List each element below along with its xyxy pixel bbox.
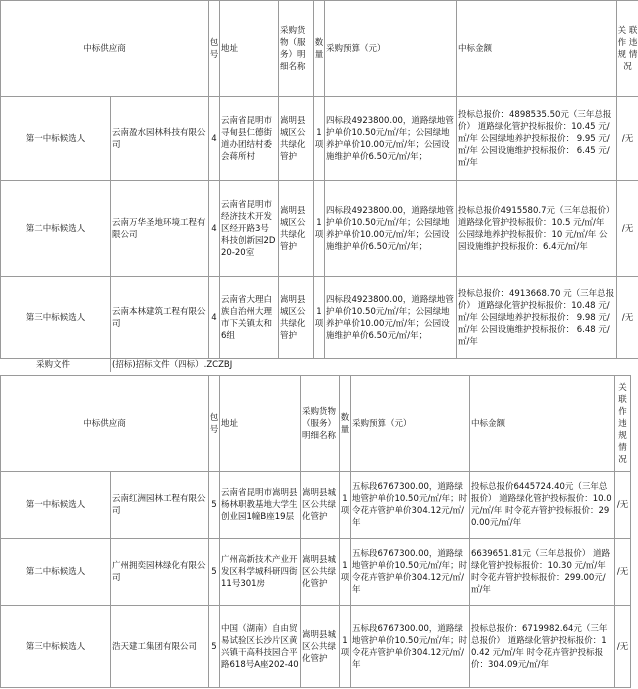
supplier-name: 云南红洲园林工程有限公司 — [111, 472, 209, 539]
supplier-address: 广州高新技术产业开发区科学城科研四街11号301房 — [220, 539, 301, 606]
goods-name: 嵩明县城区公共绿化管护 — [279, 181, 314, 277]
header-amount: 中标金额 — [457, 1, 617, 97]
header-supplier: 中标供应商 — [1, 1, 209, 97]
bid-amount: 投标总报价6445724.40元（三年总报价） 道路绿化管护投标报价：10.0元/㎡/年 时令花卉管护投标报价：290.00元/㎡/年 — [470, 472, 615, 539]
header-violation: 关 联 作 违 规 情 况 — [617, 1, 638, 97]
bid-amount: 6639651.81元（三年总报价） 道路绿化管护投标报价：10.30 元/㎡/年 时令花卉管护投标报价：299.00元/㎡/年 — [470, 539, 615, 606]
header-address: 地址 — [220, 1, 279, 97]
header-qty: 数量 — [340, 376, 351, 472]
header-goods: 采购货物（服务）明细名称 — [301, 376, 340, 472]
procurement-budget: 五标段6767300.00，道路绿地管护单价10.50元/㎡/年；时令花卉管护单价304.12元/㎡/年 — [351, 606, 470, 688]
procurement-budget: 四标段4923800.00，道路绿地管护单价10.50元/㎡/年；公园绿地养护单价10.00元/㎡/年；公园设施维护单价6.50元/㎡/年； — [325, 97, 457, 181]
header-address: 地址 — [220, 376, 301, 472]
goods-name: 嵩明县城区公共绿化管护 — [279, 277, 314, 359]
table-row — [1, 97, 638, 181]
supplier-address: 云南省昆明市嵩明县杨林职教基地大学生创业园1幢B座19层 — [220, 472, 301, 539]
supplier-address: 中国（湖南）自由贸易试验区长沙片区黄兴镇干高科技园合平路618号A座202-40 — [220, 606, 301, 688]
header-pkg: 包号 — [209, 1, 220, 97]
violation-status: /无 — [617, 97, 638, 181]
package-number: 5 — [209, 606, 220, 688]
violation-status: /无 — [615, 606, 631, 688]
bid-amount: 投标总报价：4898535.50元（三年总报价） 道路绿化管护投标报价：10.45 元/㎡/年 公园绿地养护投标报价： 9.95 元/㎡/年 公园设施维护投标报价： 6.45 元/㎡/年 — [457, 97, 617, 181]
table-row — [1, 181, 638, 277]
procurement-budget: 四标段4923800.00，道路绿地管护单价10.50元/㎡/年；公园绿地养护单价10.00元/㎡/年；公园设施维护单价6.50元/㎡/年； — [325, 181, 457, 277]
goods-name: 嵩明县城区公共绿化管护 — [301, 606, 340, 688]
supplier-address: 云南省大理白族自治州大理市下关镇太和6组 — [220, 277, 279, 359]
candidate-rank: 第一中标候选人 — [1, 472, 111, 539]
candidate-rank: 第一中标候选人 — [1, 97, 111, 181]
candidates-table-section2 — [0, 375, 631, 688]
procurement-budget: 四标段4923800.00，道路绿地管护单价10.50元/㎡/年；公园绿地养护单价10.00元/㎡/年；公园设施维护单价6.50元/㎡/年； — [325, 277, 457, 359]
header-goods: 采购货物（服务）明细名称 — [279, 1, 314, 97]
package-number: 4 — [209, 97, 220, 181]
header-amount: 中标金额 — [470, 376, 615, 472]
violation-status: /无 — [617, 277, 638, 359]
goods-name: 嵩明县城区公共绿化管护 — [301, 472, 340, 539]
supplier-name: 浩天建工集团有限公司 — [111, 606, 209, 688]
header-budget: 采购预算（元） — [351, 376, 470, 472]
table-row — [1, 606, 631, 688]
header-pkg: 包号 — [209, 376, 220, 472]
package-number: 4 — [209, 277, 220, 359]
header-budget: 采购预算（元） — [325, 1, 457, 97]
procurement-budget: 五标段6767300.00，道路绿地管护单价10.50元/㎡/年；时令花卉管护单价304.12元/㎡/年 — [351, 472, 470, 539]
quantity: 1项 — [340, 539, 351, 606]
table-row — [1, 472, 631, 539]
violation-status: /无 — [615, 472, 631, 539]
quantity: 1项 — [314, 97, 325, 181]
goods-name: 嵩明县城区公共绿化管护 — [301, 539, 340, 606]
procurement-file-link[interactable]: (招标)招标文件（四标）.ZCZBJ — [112, 360, 233, 370]
quantity: 1项 — [340, 606, 351, 688]
candidate-rank: 第三中标候选人 — [1, 277, 111, 359]
quantity: 1项 — [314, 181, 325, 277]
bid-amount: 投标总报价：6719982.64元（三年总报价） 道路绿化管护投标报价：10.42 元/㎡/年 时令花卉管护投标报价：304.09元/㎡/年 — [470, 606, 615, 688]
divider — [110, 358, 111, 372]
header-supplier: 中标供应商 — [1, 376, 209, 472]
bid-amount: 投标总报价4915580.7元（三年总报价） 道路绿化管护投标报价：10.5 元/㎡/年 公园绿地养护投标报价：10 元/㎡/年 公园设施维护投标报价：6.4元/㎡/年 — [457, 181, 617, 277]
goods-name: 嵩明县城区公共绿化管护 — [279, 97, 314, 181]
header-violation: 关 联 作 违 规 情 况 — [615, 376, 631, 472]
quantity: 1项 — [340, 472, 351, 539]
procurement-file-row — [0, 358, 638, 372]
violation-status: /无 — [617, 181, 638, 277]
candidate-rank: 第二中标候选人 — [1, 539, 111, 606]
candidate-rank: 第二中标候选人 — [1, 181, 111, 277]
supplier-name: 广州拥奕园林绿化有限公司 — [111, 539, 209, 606]
quantity: 1项 — [314, 277, 325, 359]
supplier-address: 云南省昆明市寻甸县仁德街道办团结村委会蒋所村 — [220, 97, 279, 181]
supplier-name: 云南盈水园林科技有限公司 — [111, 97, 209, 181]
bid-amount: 投标总报价：4913668.70 元（三年总报价） 道路绿化管护投标报价：10.48 元/㎡/年 公园绿地养护投标报价： 9.98 元/㎡/年 公园设施维护投标报价： 6.48 元/㎡/年 — [457, 277, 617, 359]
table-row — [1, 539, 631, 606]
table-row — [1, 277, 638, 359]
header-row — [1, 376, 631, 472]
package-number: 4 — [209, 181, 220, 277]
supplier-name: 云南本林建筑工程有限公司 — [111, 277, 209, 359]
candidate-rank: 第三中标候选人 — [1, 606, 111, 688]
supplier-address: 云南省昆明市经济技术开发区经开路3号科技创新园2D20-20室 — [220, 181, 279, 277]
supplier-name: 云南万华圣地环境工程有限公司 — [111, 181, 209, 277]
header-row — [1, 1, 638, 97]
violation-status: /无 — [615, 539, 631, 606]
header-qty: 数量 — [314, 1, 325, 97]
package-number: 5 — [209, 539, 220, 606]
procurement-file-label: 采购文件 — [36, 360, 71, 370]
package-number: 5 — [209, 472, 220, 539]
procurement-budget: 五标段6767300.00，道路绿地管护单价10.50元/㎡/年；时令花卉管护单价304.12元/㎡/年 — [351, 539, 470, 606]
